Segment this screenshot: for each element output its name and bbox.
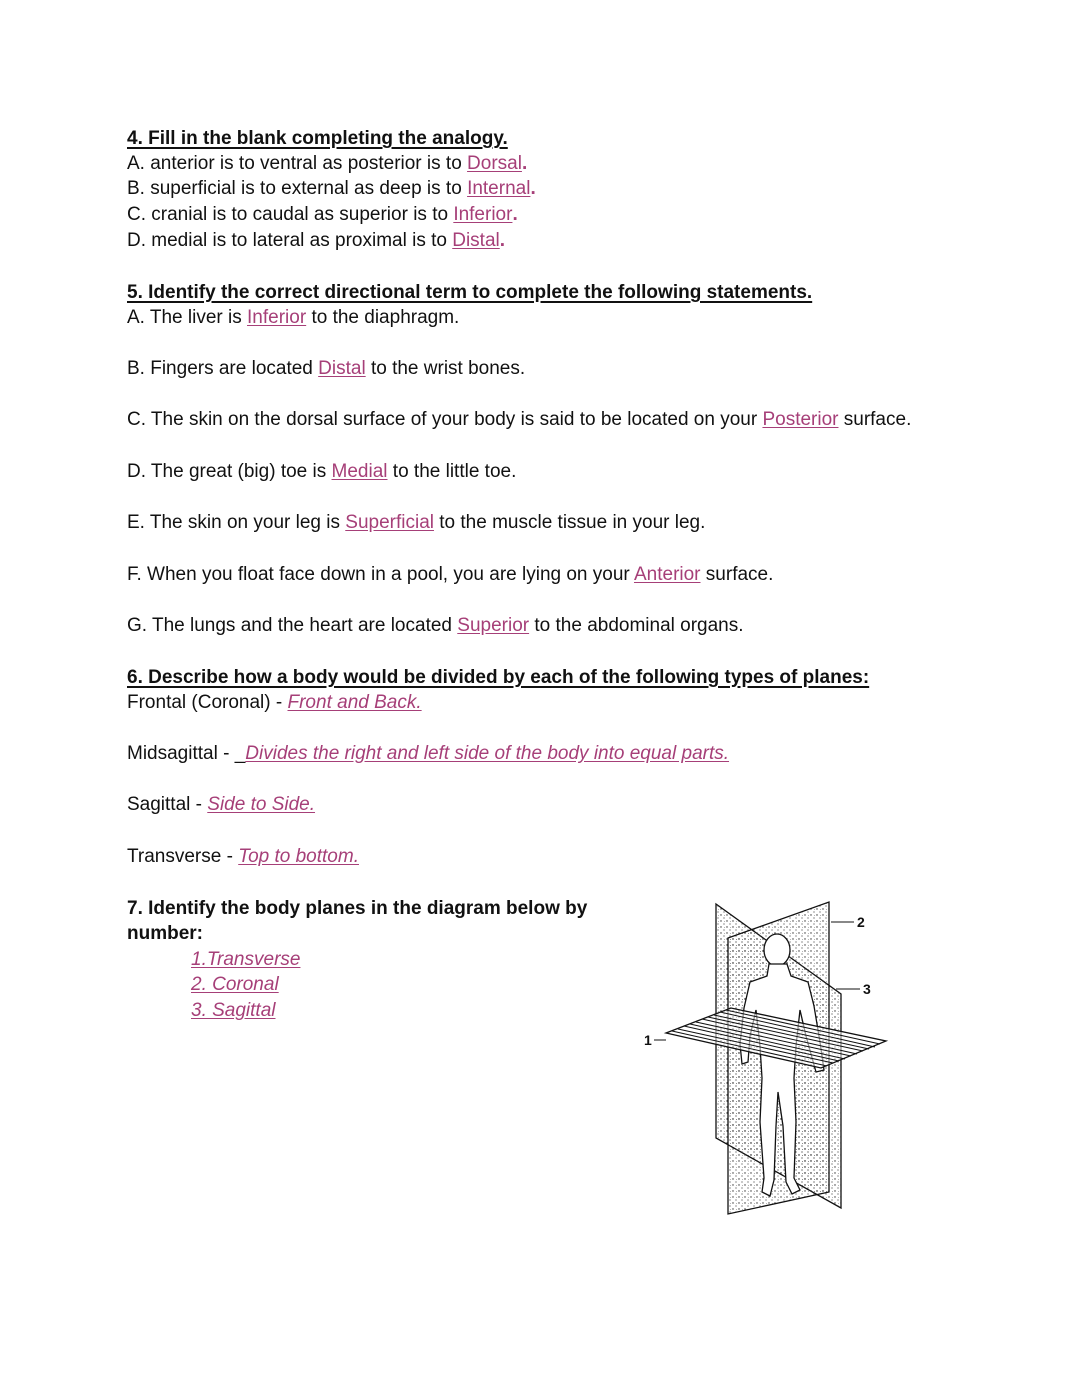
- q7-heading-line1: 7. Identify the body planes in the diagram below by: [127, 898, 588, 919]
- q4-item-a: A. anterior is to ventral as posterior is to Dorsal.: [127, 153, 528, 174]
- q5-answer-e[interactable]: Superficial: [345, 512, 434, 533]
- q5-item-c: C. The skin on the dorsal surface of your body is said to be located on your Posterior surface.: [127, 409, 912, 430]
- q6-item-frontal: Frontal (Coronal) - Front and Back.: [127, 692, 422, 713]
- label-2: 2: [857, 914, 865, 930]
- q6-item-transverse: Transverse - Top to bottom.: [127, 846, 359, 867]
- q4-item-b: B. superficial is to external as deep is to Internal.: [127, 178, 536, 199]
- q5-item-d: D. The great (big) toe is Medial to the little toe.: [127, 461, 517, 482]
- q7-answer-2-row: [191, 973, 279, 997]
- q4-answer-c[interactable]: Inferior: [453, 204, 513, 225]
- q5-item-a: A. The liver is Inferior to the diaphragm.: [127, 307, 460, 328]
- q5-answer-d[interactable]: Medial: [331, 461, 388, 482]
- q4-heading: 4. Fill in the blank completing the analogy.: [127, 128, 508, 149]
- label-3: 3: [863, 981, 871, 997]
- q6-answer-midsagittal[interactable]: Divides the right and left side of the body into equal parts.: [245, 743, 730, 764]
- q5-answer-b[interactable]: Distal: [318, 358, 366, 379]
- q4-answer-a[interactable]: Dorsal: [467, 153, 522, 174]
- q7-answer-3[interactable]: 3. Sagittal: [191, 1000, 276, 1021]
- body-planes-diagram: [636, 896, 896, 1226]
- q5-answer-f[interactable]: Anterior: [633, 564, 701, 585]
- q6-item-midsagittal: Midsagittal - _Divides the right and left side of the body into equal parts.: [127, 743, 730, 764]
- q5-item-g: G. The lungs and the heart are located Superior to the abdominal organs.: [127, 615, 744, 636]
- q7-answer-3-row: [191, 999, 276, 1023]
- q7-answer-2[interactable]: 2. Coronal: [191, 974, 279, 995]
- q4-item-d: D. medial is to lateral as proximal is to Distal.: [127, 230, 506, 251]
- q5-item-f: F. When you float face down in a pool, you are lying on your Anterior surface.: [127, 564, 774, 585]
- q6-answer-frontal[interactable]: Front and Back.: [287, 692, 422, 713]
- label-1: 1: [644, 1032, 652, 1048]
- q6-answer-sagittal[interactable]: Side to Side.: [207, 794, 316, 815]
- q6-item-sagittal: Sagittal - Side to Side.: [127, 794, 316, 815]
- q5-answer-c[interactable]: Posterior: [762, 409, 839, 430]
- q5-heading: 5. Identify the correct directional term to complete the following statements.: [127, 282, 813, 303]
- q5-answer-g[interactable]: Superior: [457, 615, 530, 636]
- q7-heading-line2: number:: [127, 923, 203, 944]
- q4-item-c: C. cranial is to caudal as superior is to Inferior.: [127, 204, 518, 225]
- q6-answer-transverse[interactable]: Top to bottom.: [238, 846, 359, 867]
- q5-answer-a[interactable]: Inferior: [247, 307, 307, 328]
- q4-answer-b[interactable]: Internal: [467, 178, 531, 199]
- q4-answer-d[interactable]: Distal: [452, 230, 500, 251]
- q5-item-e: E. The skin on your leg is Superficial to the muscle tissue in your leg.: [127, 512, 706, 533]
- q7-answer-1[interactable]: 1.Transverse: [191, 949, 301, 970]
- q7-answer-1-row: [191, 948, 300, 972]
- q5-item-b: B. Fingers are located Distal to the wrist bones.: [127, 358, 526, 379]
- q6-heading: 6. Describe how a body would be divided by each of the following types of planes:: [127, 667, 870, 688]
